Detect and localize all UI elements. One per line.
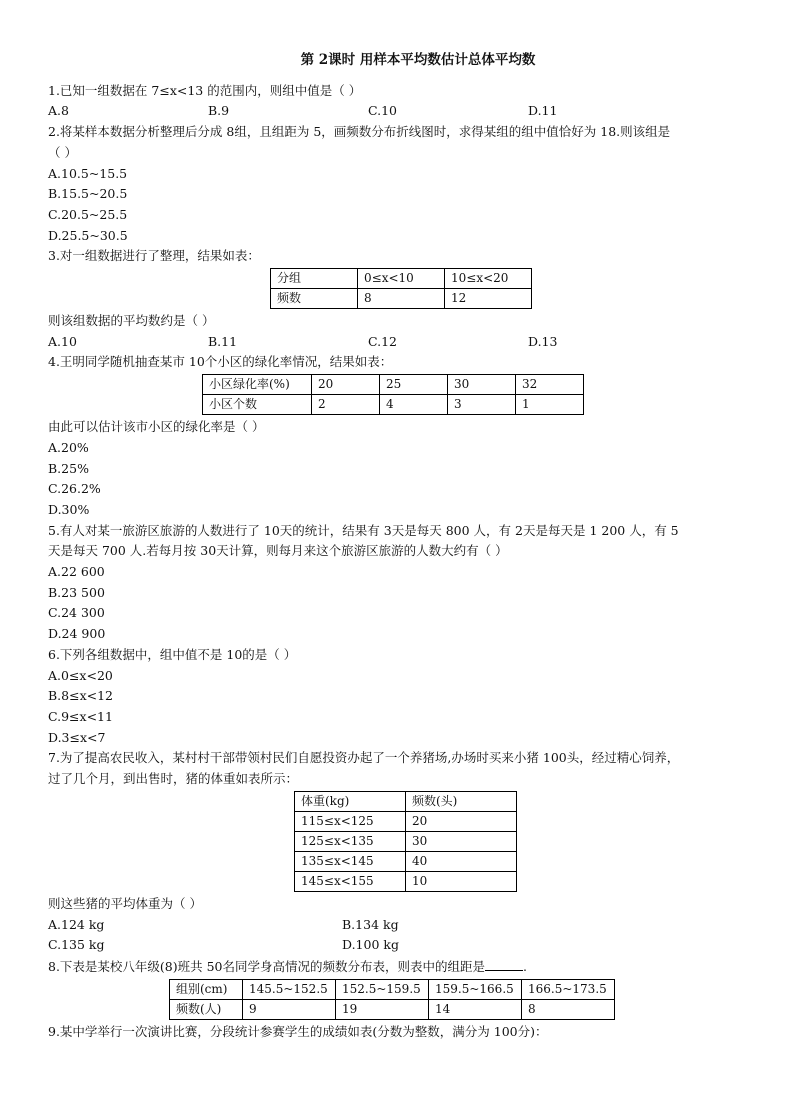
q2-stem-line1: 2.将某样本数据分析整理后分成 8组，且组距为 5，画频数分布折线图时，求得某组的组中值恰好为 18.则该组是 (48, 124, 671, 140)
q3-question: 则该组数据的平均数约是（ ） (48, 313, 215, 329)
q3-table (270, 268, 532, 309)
table-row (295, 791, 517, 811)
table-cell: 3 (448, 395, 516, 415)
q5-option-c: C.24 300 (48, 605, 105, 621)
table-cell: 20 (406, 811, 517, 831)
table-cell: 小区绿化率(%) (203, 375, 312, 395)
q1-stem: 1.已知一组数据在 7≤x<13 的范围内，则组中值是（ ） (48, 82, 362, 98)
q8-stem (48, 956, 748, 978)
table-row (170, 999, 615, 1019)
table-row (203, 375, 584, 395)
q7-option-a: A.124 kg (48, 916, 105, 932)
q5-option-d: D.24 900 (48, 626, 106, 642)
table-cell: 20 (312, 375, 380, 395)
q6-option-d: D.3≤x<7 (48, 729, 106, 745)
table-cell: 频数 (271, 289, 358, 309)
q7-table (294, 791, 517, 892)
answer-blank[interactable] (485, 956, 523, 971)
q3-options (48, 332, 748, 353)
table-cell: 8 (522, 999, 615, 1019)
table-cell: 9 (243, 999, 336, 1019)
table-cell: 125≤x<135 (295, 831, 406, 851)
q7-options-row1 (48, 915, 748, 936)
table-cell: 19 (336, 999, 429, 1019)
q3-option-c: C.12 (368, 333, 397, 349)
q3-option-d: D.13 (528, 333, 558, 349)
table-cell: 小区个数 (203, 395, 312, 415)
q1-option-c: C.10 (368, 103, 397, 119)
q6-option-a: A.0≤x<20 (48, 667, 113, 683)
q9-stem: 9.某中学举行一次演讲比赛，分段统计参赛学生的成绩如表(分数为整数，满分为 100分)： (48, 1023, 548, 1039)
q4-option-b: B.25% (48, 460, 89, 476)
table-cell: 145≤x<155 (295, 871, 406, 891)
q7-options-row2 (48, 935, 748, 956)
q7-question: 则这些猪的平均体重为（ ） (48, 895, 202, 911)
table-row (295, 811, 517, 831)
q2-option-a: A.10.5~15.5 (48, 165, 128, 181)
q1-options (48, 101, 748, 122)
table-cell: 分组 (271, 269, 358, 289)
table-cell: 14 (429, 999, 522, 1019)
table-cell: 0≤x<10 (358, 269, 445, 289)
q4-table (202, 374, 584, 415)
q4-stem: 4.王明同学随机抽查某市 10个小区的绿化率情况，结果如表： (48, 354, 393, 370)
table-cell: 体重(kg) (295, 791, 406, 811)
q5-option-a: A.22 600 (48, 564, 105, 580)
q4-question: 由此可以估计该市小区的绿化率是（ ） (48, 419, 265, 435)
table-cell: 159.5~166.5 (429, 979, 522, 999)
q3-option-a: A.10 (48, 333, 77, 349)
table-cell: 30 (406, 831, 517, 851)
table-cell: 12 (445, 289, 532, 309)
q7-option-d: D.100 kg (342, 937, 399, 953)
q5-option-b: B.23 500 (48, 584, 105, 600)
table-cell: 10 (406, 871, 517, 891)
q7-stem-line2: 过了几个月，到出售时，猪的体重如表所示： (48, 771, 299, 787)
table-cell: 145.5~152.5 (243, 979, 336, 999)
table-cell: 频数(人) (170, 999, 243, 1019)
table-cell: 8 (358, 289, 445, 309)
q7-stem-line1: 7.为了提高农民收入，某村村干部带领村民们自愿投资办起了一个养猪场,办场时买来小猪 100头，经过精心饲养， (48, 750, 680, 766)
worksheet (48, 50, 748, 1042)
q1-option-a: A.8 (48, 103, 69, 119)
table-row (271, 269, 532, 289)
table-cell: 135≤x<145 (295, 851, 406, 871)
table-cell: 30 (448, 375, 516, 395)
q6-option-b: B.8≤x<12 (48, 688, 114, 704)
table-cell: 166.5~173.5 (522, 979, 615, 999)
table-row (295, 831, 517, 851)
table-row (170, 979, 615, 999)
table-cell: 频数(头) (406, 791, 517, 811)
table-cell: 4 (380, 395, 448, 415)
table-cell: 32 (516, 375, 584, 395)
q8-table (169, 979, 615, 1020)
table-row (295, 871, 517, 891)
q4-option-d: D.30% (48, 501, 90, 517)
q5-stem-line2: 天是每天 700 人.若每月按 30天计算，则每月来这个旅游区旅游的人数大约有（ ） (48, 543, 508, 559)
q3-option-b: B.11 (208, 333, 238, 349)
q6-option-c: C.9≤x<11 (48, 708, 113, 724)
table-row (295, 851, 517, 871)
q2-option-c: C.20.5~25.5 (48, 206, 128, 222)
q8-stem-text: 8.下表是某校八年级(8)班共 50名同学身高情况的频数分布表，则表中的组距是 (48, 958, 486, 974)
table-cell: 152.5~159.5 (336, 979, 429, 999)
q8-stem-end: . (523, 958, 527, 974)
table-cell: 1 (516, 395, 584, 415)
table-cell: 组别(cm) (170, 979, 243, 999)
table-row (203, 395, 584, 415)
q1-option-d: D.11 (528, 103, 558, 119)
table-cell: 40 (406, 851, 517, 871)
table-cell: 25 (380, 375, 448, 395)
q7-option-c: C.135 kg (48, 937, 105, 953)
q2-option-d: D.25.5~30.5 (48, 227, 128, 243)
q3-stem: 3.对一组数据进行了整理，结果如表： (48, 248, 260, 264)
q2-stem-line2: （ ） (48, 144, 77, 160)
table-row (271, 289, 532, 309)
q4-option-c: C.26.2% (48, 481, 101, 497)
q6-stem: 6.下列各组数据中，组中值不是 10的是（ ） (48, 646, 297, 662)
page-title: 第 2课时 用样本平均数估计总体平均数 (300, 52, 536, 68)
q7-option-b: B.134 kg (342, 916, 399, 932)
q5-stem-line1: 5.有人对某一旅游区旅游的人数进行了 10天的统计，结果有 3天是每天 800 人，有 2天是每天是 1 200 人，有 5 (48, 522, 679, 538)
table-cell: 115≤x<125 (295, 811, 406, 831)
q4-option-a: A.20% (48, 439, 89, 455)
table-cell: 2 (312, 395, 380, 415)
q2-option-b: B.15.5~20.5 (48, 186, 128, 202)
table-cell: 10≤x<20 (445, 269, 532, 289)
q1-option-b: B.9 (208, 103, 230, 119)
